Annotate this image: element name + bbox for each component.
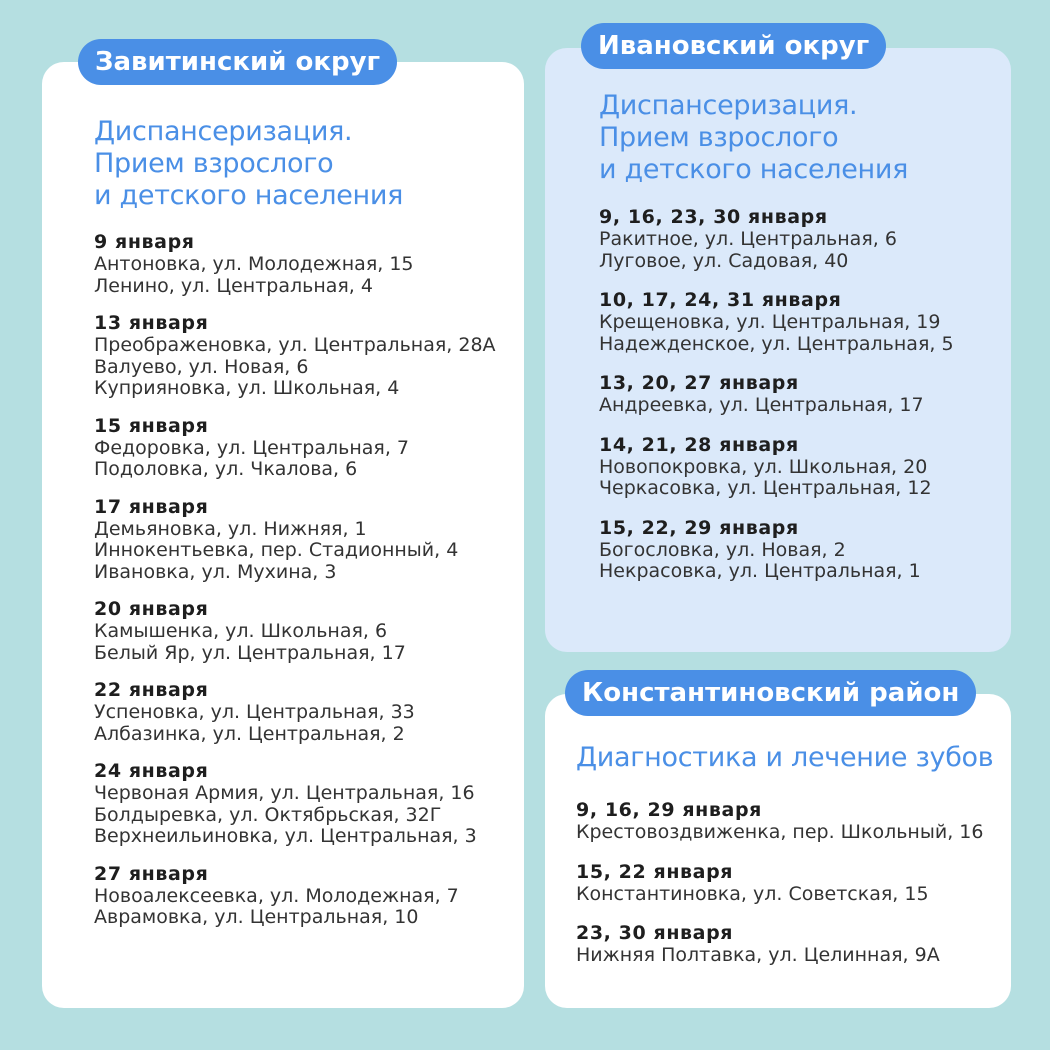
schedule-date: 24 января (94, 760, 209, 782)
schedule-address: Надежденское, ул. Центральная, 5 (599, 332, 954, 355)
schedule-address: Ракитное, ул. Центральная, 6 (599, 228, 897, 250)
schedule-address: Успеновка, ул. Центральная, 33 (94, 701, 415, 723)
heading-line: и детского населения (94, 180, 404, 211)
schedule-address: Преображеновка, ул. Центральная, 28А (94, 334, 496, 356)
schedule-address: Новопокровка, ул. Школьная, 20 (599, 455, 928, 478)
schedule-address: Албазинка, ул. Центральная, 2 (94, 722, 405, 745)
heading-line: и детского населения (599, 154, 909, 185)
ivanovsky-schedule (599, 205, 954, 583)
schedule-group (94, 230, 496, 297)
schedule-address: Аврамовка, ул. Центральная, 10 (94, 906, 419, 928)
zavitinsky-schedule (94, 230, 496, 929)
schedule-address: Верхнеильиновка, ул. Центральная, 3 (94, 825, 477, 847)
heading-line: Диагностика и лечение зубов (576, 742, 994, 773)
schedule-group (94, 597, 496, 664)
schedule-group (599, 516, 954, 583)
schedule-group (94, 678, 496, 745)
schedule-address: Крещеновка, ул. Центральная, 19 (599, 311, 941, 333)
heading-line: Прием взрослого (94, 148, 334, 179)
schedule-date: 23, 30 января (576, 922, 734, 944)
schedule-address: Болдыревка, ул. Октябрьская, 32Г (94, 803, 442, 826)
schedule-date: 22 января (94, 679, 209, 701)
schedule-group (94, 311, 496, 400)
zavitinsky-heading (94, 116, 403, 212)
schedule-address: Демьяновка, ул. Нижняя, 1 (94, 517, 367, 540)
schedule-address: Куприяновка, ул. Школьная, 4 (94, 377, 400, 399)
zavitinsky-district-tag: Завитинский округ (78, 39, 397, 85)
schedule-group (94, 759, 496, 848)
schedule-address: Луговое, ул. Садовая, 40 (599, 249, 849, 272)
schedule-date: 9, 16, 23, 30 января (599, 206, 828, 228)
schedule-group (94, 414, 496, 481)
schedule-group (576, 798, 983, 844)
schedule-group (576, 921, 983, 967)
schedule-group (599, 433, 954, 500)
schedule-date: 15, 22, 29 января (599, 516, 799, 539)
ivanovsky-card (545, 48, 1011, 652)
schedule-group (94, 862, 496, 929)
schedule-date: 9, 16, 29 января (576, 799, 762, 821)
schedule-address: Белый Яр, ул. Центральная, 17 (94, 641, 406, 664)
schedule-address: Константиновка, ул. Советская, 15 (576, 882, 929, 905)
schedule-group (599, 371, 954, 417)
schedule-date: 20 января (94, 598, 209, 620)
heading-line: Прием взрослого (599, 122, 839, 153)
schedule-address: Иннокентьевка, пер. Стадионный, 4 (94, 539, 459, 561)
schedule-address: Валуево, ул. Новая, 6 (94, 355, 309, 378)
schedule-group (599, 288, 954, 355)
ivanovsky-heading (599, 90, 908, 186)
konstantinovsky-district-tag: Константиновский район (565, 670, 976, 716)
schedule-date: 13, 20, 27 января (599, 372, 799, 394)
schedule-address: Камышенка, ул. Школьная, 6 (94, 620, 388, 642)
schedule-address: Крестовоздвиженка, пер. Школьный, 16 (576, 821, 984, 843)
heading-line: Диспансеризация. (94, 116, 353, 147)
zavitinsky-card (42, 62, 524, 1008)
schedule-address: Федоровка, ул. Центральная, 7 (94, 436, 409, 459)
schedule-address: Новоалексеевка, ул. Молодежная, 7 (94, 884, 459, 907)
schedule-date: 17 января (94, 495, 209, 518)
schedule-date: 9 января (94, 231, 195, 253)
schedule-address: Нижняя Полтавка, ул. Целинная, 9А (576, 944, 940, 966)
schedule-address: Антоновка, ул. Молодежная, 15 (94, 253, 414, 275)
schedule-address: Подоловка, ул. Чкалова, 6 (94, 458, 358, 480)
schedule-group (94, 495, 496, 584)
schedule-address: Черкасовка, ул. Центральная, 12 (599, 477, 932, 499)
schedule-address: Ленино, ул. Центральная, 4 (94, 274, 373, 297)
heading-line: Диспансеризация. (599, 90, 858, 121)
schedule-address: Ивановка, ул. Мухина, 3 (94, 560, 337, 583)
schedule-group (576, 860, 983, 906)
schedule-date: 27 января (94, 862, 209, 885)
schedule-group (599, 205, 954, 272)
konstantinovsky-schedule (576, 798, 983, 967)
schedule-address: Некрасовка, ул. Центральная, 1 (599, 560, 921, 582)
konstantinovsky-card (545, 694, 1011, 1008)
schedule-date: 10, 17, 24, 31 января (599, 289, 842, 311)
schedule-date: 15, 22 января (576, 860, 734, 883)
schedule-address: Андреевка, ул. Центральная, 17 (599, 394, 924, 416)
schedule-address: Червоная Армия, ул. Центральная, 16 (94, 782, 475, 804)
schedule-date: 15 января (94, 414, 209, 437)
ivanovsky-district-tag: Ивановский округ (581, 23, 886, 69)
schedule-address: Богословка, ул. Новая, 2 (599, 538, 846, 561)
schedule-date: 14, 21, 28 января (599, 433, 799, 456)
konstantinovsky-heading (576, 742, 993, 774)
schedule-date: 13 января (94, 312, 209, 334)
